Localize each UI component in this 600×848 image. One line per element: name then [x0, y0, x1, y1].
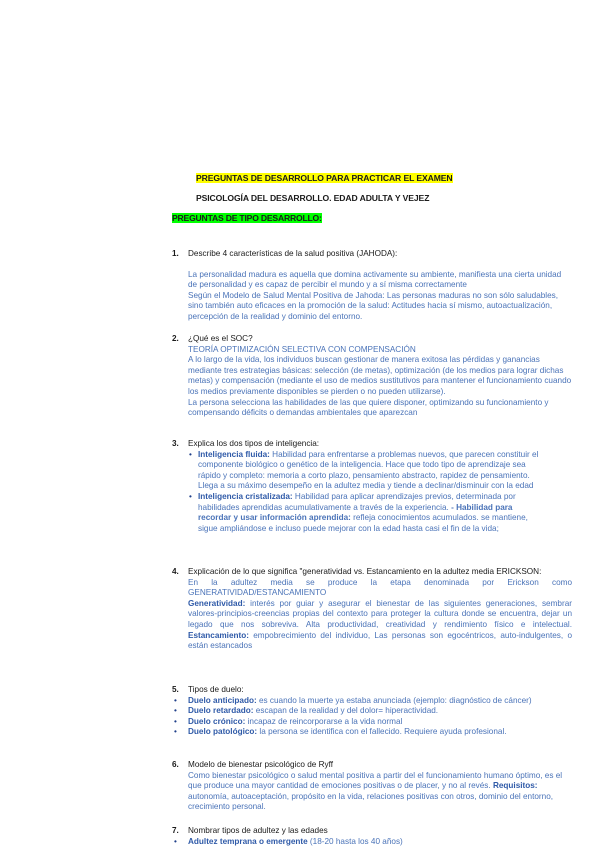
list-item: • Duelo crónico: incapaz de reincorporarse a la vida normal [188, 717, 548, 728]
answer-7 [172, 837, 572, 848]
section-heading: PREGUNTAS DE TIPO DESARROLLO: [172, 213, 322, 223]
question-5: 5. Tipos de duelo: • Duelo anticipado: es cuando la muerte ya estaba anunciada (ejemplo: diagnóstico de cáncer) • Duelo retardado: escapan de la realidad y del dolor= hiperactividad. • Duelo crónico: incapaz de reincorporarse a la vida normal • Duelo patológico: la persona se identifica con el fallecido. Requiere ayuda profesional. [172, 685, 572, 738]
question-5-text: Tipos de duelo: [188, 685, 244, 694]
question-1-text: Describe 4 características de la salud positiva (JAHODA): [188, 249, 398, 258]
list-item: • Adultez temprana o emergente (18-20 hasta los 40 años) [188, 837, 572, 848]
question-1: 1. Describe 4 características de la salud positiva (JAHODA): La personalidad madura es aquella que domina activamente su ambiente, manifiesta una cierta unidad de personalidad y es capaz de percibir el mundo y a sí misma correctamente Según el Modelo de Salud Mental Positiva de Jahoda: Las personas maduras no son sólo saludables, sino también auto eficaces en la promoción de la salud: Actitudes hacia sí mismo, autoactualización, percepción de la realidad y dominio del entorno. [172, 249, 572, 323]
answer-3 [172, 450, 544, 535]
question-6-text: Modelo de bienestar psicológico de Ryff [188, 760, 334, 769]
answer-6: Como bienestar psicológico o salud mental positiva a partir del el funcionamiento humano óptimo, es el que produce una mayor cantidad de emociones positivas o de placer, y no al revés. Requisitos: autonomía, autoaceptación, propósito en la vida, relaciones positivas con otros, dominio del entorno, crecimiento personal. [188, 770, 563, 812]
answer-5 [172, 696, 548, 738]
list-item: • Duelo anticipado: es cuando la muerte ya estaba anunciada (ejemplo: diagnóstico de cáncer) [188, 696, 548, 707]
document-subtitle: PSICOLOGÍA DEL DESARROLLO. EDAD ADULTA Y VEJEZ [196, 193, 430, 203]
answer-2: TEORÍA OPTIMIZACIÓN SELECTIVA CON COMPENSACIÓN A lo largo de la vida, los individuos buscan gestionar de manera exitosa las pérdidas y ganancias mediante tres estrategias básicas: selección (de metas), optimización (de los medios para lograr dichas metas) y compensación (mediante el uso de medios sustitutivos para mantener el funcionamiento cuando los medios previamente disponibles se pierden o no pueden utilizarse). La persona selecciona las habilidades de las que quiere disponer, optimizando su funcionamiento y compensando déficits o demandas ambientales que aparezcan [188, 344, 572, 418]
question-2: 2. ¿Qué es el SOC? TEORÍA OPTIMIZACIÓN SELECTIVA CON COMPENSACIÓN A lo largo de la vida, los individuos buscan gestionar de manera exitosa las pérdidas y ganancias mediante tres estrategias básicas: selección (de metas), optimización (de los medios para lograr dichas metas) y compensación (mediante el uso de medios sustitutivos para mantener el funcionamiento cuando los medios previamente disponibles se pierden o no pueden utilizarse). La persona selecciona las habilidades de las que quiere disponer, optimizando su funcionamiento y compensando déficits o demandas ambientales que aparezcan [172, 334, 572, 418]
list-item: • Duelo retardado: escapan de la realidad y del dolor= hiperactividad. [188, 706, 548, 717]
question-2-text: ¿Qué es el SOC? [188, 334, 253, 343]
question-7: 7. Nombrar tipos de adultez y las edades • Adultez temprana o emergente (18-20 hasta los 40 años) [172, 826, 572, 847]
list-item: • Inteligencia fluida: Habilidad para enfrentarse a problemas nuevos, que parecen constituir el componente biológico o genético de la inteligencia. Hace que todo tipo de aprendizaje sea rápido y completo: memoria a corto plazo, pensamiento abstracto, rapidez de pensamiento. Llega a su máximo desempeño en la adultez media y tiende a declinar/disminuir con la edad [198, 450, 544, 492]
question-6: 6. Modelo de bienestar psicológico de Ryff Como bienestar psicológico o salud mental positiva a partir del el funcionamiento humano óptimo, es el que produce una mayor cantidad de emociones positivas o de placer, y no al revés. Requisitos: autonomía, autoaceptación, propósito en la vida, relaciones positivas con otros, dominio del entorno, crecimiento personal. [172, 760, 572, 813]
answer-4: En la adultez media se produce la etapa denominada por Erickson como GENERATIVIDAD/ESTANCAMIENTO Generatividad: interés por guiar y asegurar el bienestar de las siguientes generaciones, sembrar valores-principios-creencias propias del contexto para proteger la cultura donde se encuentra, dejar un legado que nos sobreviva. Alta productividad, creatividad y rendimiento físico e intelectual. Estancamiento: empobrecimiento del individuo, Las personas son egocéntricos, auto-indulgentes, o están estancados [188, 577, 572, 651]
question-3-text: Explica los dos tipos de inteligencia: [188, 439, 320, 448]
question-4-text: Explicación de lo que significa "generatividad vs. Estancamiento en la adultez media ERICKSON: [188, 567, 542, 576]
question-7-text: Nombrar tipos de adultez y las edades [188, 826, 328, 835]
answer-1: La personalidad madura es aquella que domina activamente su ambiente, manifiesta una cierta unidad de personalidad y es capaz de percibir el mundo y a sí misma correctamente Según el Modelo de Salud Mental Positiva de Jahoda: Las personas maduras no son sólo saludables, sino también auto eficaces en la promoción de la salud: Actitudes hacia sí mismo, autoactualización, percepción de la realidad y dominio del entorno. [188, 269, 562, 321]
list-item: • Inteligencia cristalizada: Habilidad para aplicar aprendizajes previos, determinada por habilidades aprendidas acumulativamente a través de la experiencia. - Habilidad para recordar y usar información aprendida: refleja conocimientos acumulados. se mantiene, sigue ampliándose e incluso puede mejorar con la edad hasta casi el fin de la vida; [198, 492, 544, 534]
question-4: 4. Explicación de lo que significa "generatividad vs. Estancamiento en la adultez media ERICKSON: En la adultez media se produce la etapa denominada por Erickson como GENERATIVIDAD/ESTANCAMIENTO Generatividad: interés por guiar y asegurar el bienestar de las siguientes generaciones, sembrar valores-principios-creencias propias del contexto para proteger la cultura donde se encuentra, dejar un legado que nos sobreviva. Alta productividad, creatividad y rendimiento físico e intelectual. Estancamiento: empobrecimiento del individuo, Las personas son egocéntricos, auto-indulgentes, o están estancados [172, 567, 572, 651]
question-3: 3. Explica los dos tipos de inteligencia: • Inteligencia fluida: Habilidad para enfrentarse a problemas nuevos, que parecen constituir el componente biológico o genético de la inteligencia. Hace que todo tipo de aprendizaje sea rápido y completo: memoria a corto plazo, pensamiento abstracto, rapidez de pensamiento. Llega a su máximo desempeño en la adultez media y tiende a declinar/disminuir con la edad • Inteligencia cristalizada: Habilidad para aplicar aprendizajes previos, determinada por habilidades aprendidas acumulativamente a través de la experiencia. - Habilidad para recordar y usar información aprendida: refleja conocimientos acumulados. se mantiene, sigue ampliándose e incluso puede mejorar con la edad hasta casi el fin de la vida; [172, 439, 572, 534]
document-title: PREGUNTAS DE DESARROLLO PARA PRACTICAR EL EXAMEN [196, 173, 453, 183]
list-item: • Duelo patológico: la persona se identifica con el fallecido. Requiere ayuda profesional. [188, 727, 548, 738]
